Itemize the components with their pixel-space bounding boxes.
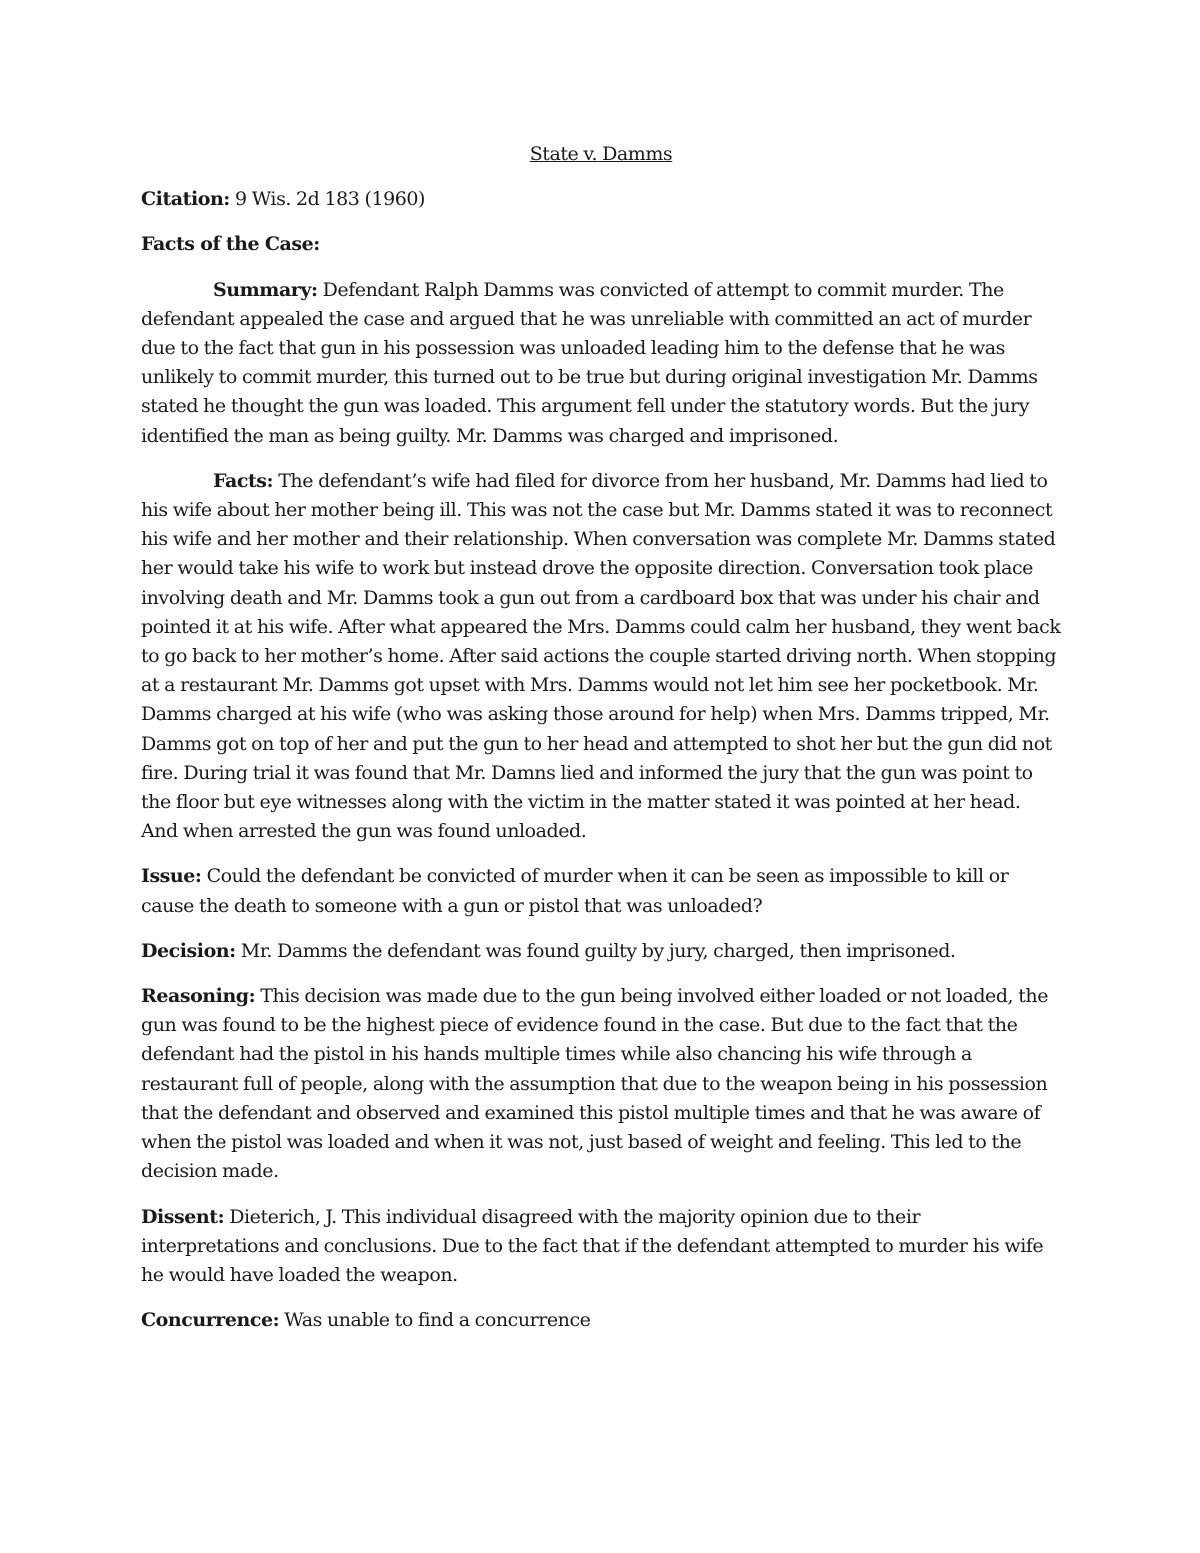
summary-paragraph [141, 276, 1061, 451]
concurrence-paragraph [141, 1306, 1061, 1335]
decision-text: Mr. Damms the defendant was found guilty by jury, charged, then imprisoned. [235, 939, 956, 962]
issue-label: Issue: [141, 865, 202, 888]
document-title: State v. Damms [529, 143, 673, 165]
dissent-text: Dieterich, J. This individual disagreed with the majority opinion due to their interpretations and conclusions. Due to the fact that if the defendant attempted to murder his wife he would have loaded the weapon. [141, 1205, 1044, 1286]
facts-text: The defendant’s wife had filed for divorce from her husband, Mr. Damms had lied to his wife about her mother being ill. This was not the case but Mr. Damms stated it was to reconnect his wife and her mother and their relationship. When conversation was complete Mr. Damms stated her would take his wife to work but instead drove the opposite direction. Conversation took place involving death and Mr. Damms took a gun out from a cardboard box that was under his chair and pointed it at his wife. After what appeared the Mrs. Damms could calm her husband, they went back to go back to her mother’s home. After said actions the couple started driving north. When stopping at a restaurant Mr. Damms got upset with Mrs. Damms would not let him see her pocketbook. Mr. Damms charged at his wife (who was asking those around for help) when Mrs. Damms tripped, Mr. Damms got on top of her and put the gun to her head and attempted to shot her but the gun did not fire. During trial it was found that Mr. Damns lied and informed the jury that the gun was point to the floor but eye witnesses along with the victim in the matter stated it was pointed at her head. And when arrested the gun was found unloaded. [141, 469, 1061, 843]
reasoning-text: This decision was made due to the gun being involved either loaded or not loaded, the gun was found to be the highest piece of evidence found in the case. But due to the fact that the defendant had the pistol in his hands multiple times while also chancing his wife through a restaurant full of people, along with the assumption that due to the weapon being in his possession that the defendant and observed and examined this pistol multiple times and that he was aware of when the pistol was loaded and when it was not, just based of weight and feeling. This led to the decision made. [141, 985, 1048, 1183]
reasoning-paragraph [141, 982, 1061, 1186]
facts-of-case-heading: Facts of the Case: [141, 233, 320, 256]
dissent-paragraph [141, 1203, 1061, 1291]
decision-paragraph [141, 937, 1061, 966]
concurrence-label: Concurrence: [141, 1309, 280, 1332]
reasoning-label: Reasoning: [141, 985, 256, 1008]
issue-paragraph [141, 862, 1061, 920]
facts-label: Facts: [213, 469, 274, 492]
issue-text: Could the defendant be convicted of murder when it can be seen as impossible to kill or cause the death to someone with a gun or pistol that was unloaded? [141, 865, 1009, 917]
document-page [141, 140, 1061, 1351]
concurrence-text: Was unable to find a concurrence [279, 1309, 591, 1332]
summary-label: Summary: [213, 278, 318, 301]
facts-paragraph [141, 467, 1061, 847]
summary-text: Defendant Ralph Damms was convicted of attempt to commit murder. The defendant appealed the case and argued that he was unreliable with committed an act of murder due to the fact that gun in his possession was unloaded leading him to the defense that he was unlikely to commit murder, this turned out to be true but during original investigation Mr. Damms stated he thought the gun was loaded. This argument fell under the statutory words. But the jury identified the man as being guilty. Mr. Damms was charged and imprisoned. [141, 278, 1038, 447]
citation-label: Citation: [141, 188, 230, 211]
citation-value: 9 Wis. 2d 183 (1960) [229, 188, 425, 211]
dissent-label: Dissent: [141, 1205, 225, 1228]
decision-label: Decision: [141, 939, 236, 962]
citation-paragraph [141, 185, 1061, 214]
